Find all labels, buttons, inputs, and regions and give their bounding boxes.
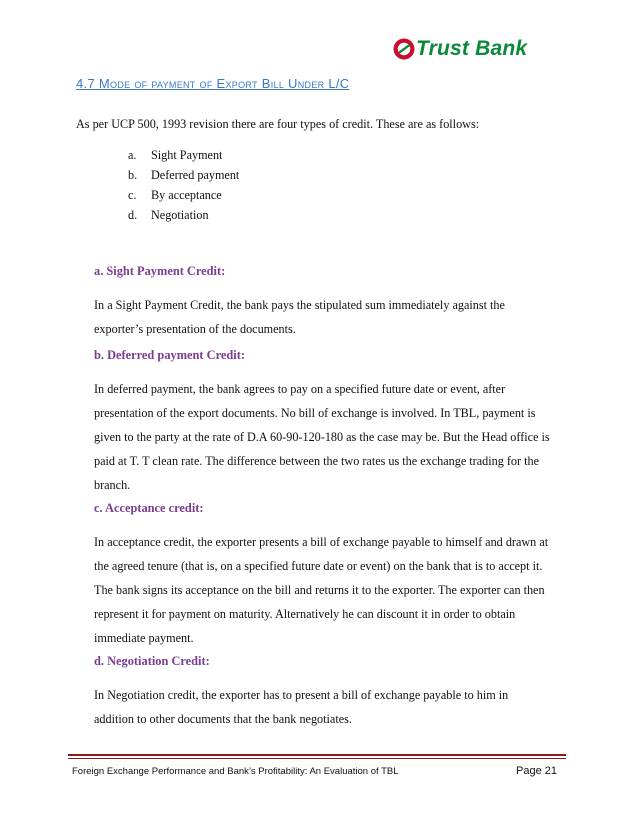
deferred-payment-heading: b. Deferred payment Credit:	[94, 348, 245, 362]
footer-rule	[68, 754, 566, 756]
paragraph-line: In deferred payment, the bank agrees to pay on a specified future date or event, after	[94, 382, 506, 396]
footer-title: Foreign Exchange Performance and Bank’s Profitability: An Evaluation of TBL	[72, 766, 399, 777]
paragraph-line: In a Sight Payment Credit, the bank pays the stipulated sum immediately against the	[94, 298, 505, 312]
negotiation-credit-text	[94, 683, 508, 731]
paragraph-line: In acceptance credit, the exporter presents a bill of exchange payable to himself and drawn at	[94, 535, 549, 549]
acceptance-credit-heading: c. Acceptance credit:	[94, 501, 204, 515]
sight-payment-text	[94, 293, 505, 341]
acceptance-credit-text	[94, 530, 548, 650]
trust-bank-logo	[392, 34, 567, 64]
list-item	[128, 188, 222, 203]
paragraph-line: represent it for payment on maturity. Alternatively he can discount it in order to obtain	[94, 607, 516, 621]
paragraph-line: immediate payment.	[94, 631, 194, 645]
trust-bank-emblem-icon	[392, 37, 416, 61]
list-item-label: Deferred payment	[151, 168, 240, 182]
list-item-label: Sight Payment	[151, 148, 223, 162]
paragraph-line: addition to other documents that the bank negotiates.	[94, 712, 352, 726]
paragraph-line: The bank signs its acceptance on the bill and returns it to the exporter. The exporter can then	[94, 583, 545, 597]
list-marker: c.	[128, 188, 137, 202]
list-item	[128, 168, 239, 183]
paragraph-line: In Negotiation credit, the exporter has to present a bill of exchange payable to him in	[94, 688, 509, 702]
list-item	[128, 208, 209, 223]
list-marker: d.	[128, 208, 138, 222]
logo-text: Trust Bank	[416, 37, 528, 60]
deferred-payment-text	[94, 377, 550, 497]
paragraph-line: branch.	[94, 478, 131, 492]
paragraph-line: given to the party at the rate of D.A 60-90-120-180 as the case may be. But the Head office is	[94, 430, 550, 444]
footer-rule-thin	[68, 758, 566, 759]
list-marker: a.	[128, 148, 137, 162]
list-item-label: Negotiation	[151, 208, 209, 222]
list-marker: b.	[128, 168, 138, 182]
negotiation-credit-heading: d. Negotiation Credit:	[94, 654, 210, 668]
sight-payment-heading: a. Sight Payment Credit:	[94, 264, 226, 278]
list-item	[128, 148, 222, 163]
section-title: 4.7 Mode of payment of Export Bill Under L/C	[76, 76, 350, 91]
paragraph-line: exporter’s presentation of the documents.	[94, 322, 296, 336]
paragraph-line: paid at T. T clean rate. The difference between the two rates us the exchange trading for the	[94, 454, 539, 468]
list-item-label: By acceptance	[151, 188, 222, 202]
page-number: Page 21	[516, 765, 557, 777]
intro-paragraph: As per UCP 500, 1993 revision there are four types of credit. These are as follows:	[76, 117, 480, 131]
paragraph-line: the agreed tenure (that is, on a specified future date or event) on the bank that is to accept it.	[94, 559, 543, 573]
paragraph-line: presentation of the export documents. No bill of exchange is involved. In TBL, payment is	[94, 406, 536, 420]
